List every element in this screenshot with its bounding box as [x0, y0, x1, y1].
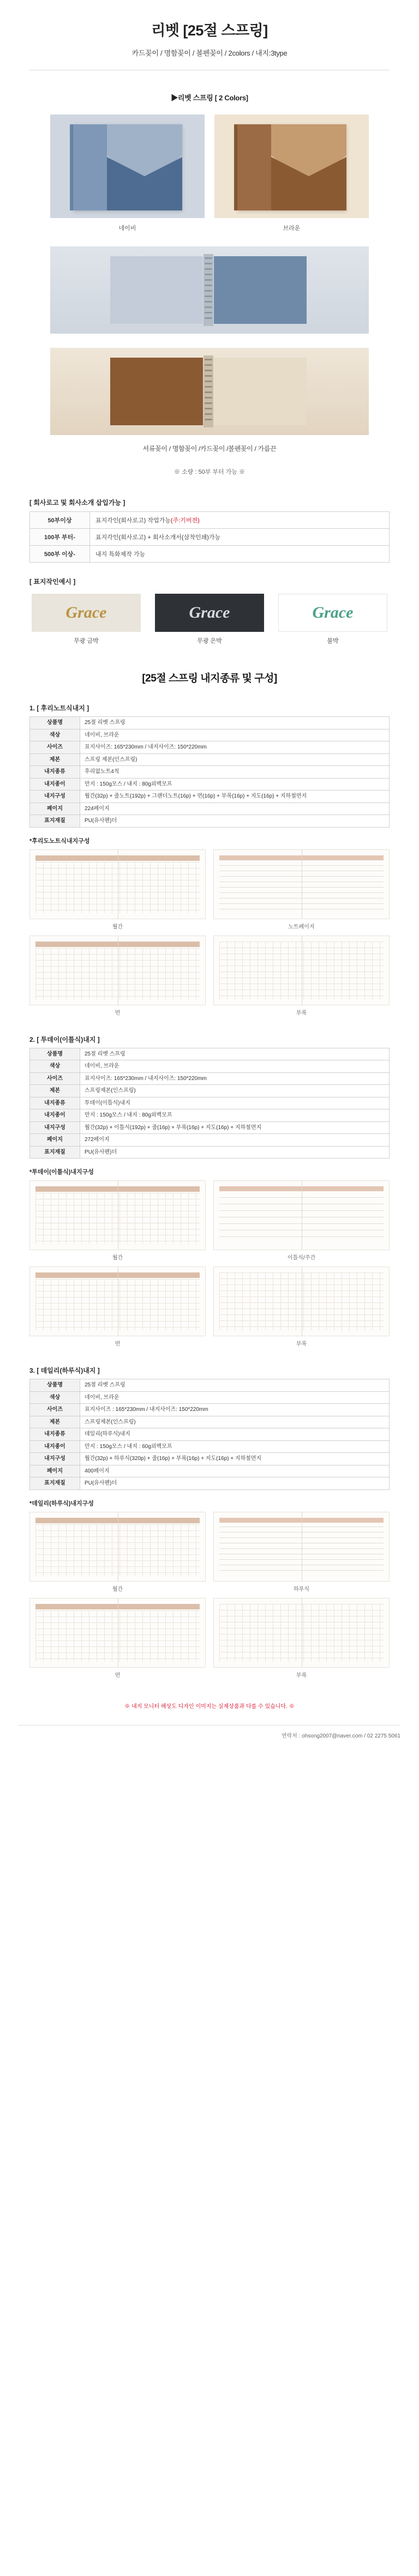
spread-photo-note — [213, 849, 390, 919]
spec-value: 25절 리벳 스프링 — [80, 717, 390, 729]
table-row — [30, 1391, 390, 1404]
spec-key: 페이지 — [30, 803, 80, 815]
spread-item — [213, 1266, 390, 1347]
table-row — [30, 1453, 390, 1465]
table-row — [30, 1134, 390, 1147]
spread-item — [213, 849, 390, 930]
table-row — [30, 1085, 390, 1097]
foil-sample-silver — [155, 594, 264, 645]
table-row — [30, 1109, 390, 1122]
spec-key: 내지종이 — [30, 778, 80, 791]
spec-value: PU(유사펜)더 — [80, 1146, 390, 1159]
spec-value: 224페이지 — [80, 803, 390, 815]
page-subtitle: 카드꽂이 / 명함꽂이 / 볼펜꽂이 / 2colors / 내지:3type — [131, 49, 288, 57]
spec-value: 후리없노트4칙 — [80, 766, 390, 779]
spec-value: 표지사이즈: 165*230mm / 내지사이즈: 150*220mm — [80, 1072, 390, 1085]
inner-section-title: [25절 스프링 내지종류 및 구성] — [142, 673, 277, 684]
spec-key: 표지재질 — [30, 1146, 80, 1159]
spec-1-heading: 1. [ 후리노트식내지 ] — [29, 704, 89, 712]
spec-value: 400페이지 — [80, 1465, 390, 1477]
table-row — [30, 1440, 390, 1453]
foil-silver-text: Grace — [155, 594, 264, 632]
spec-value: PU(유사펜)더 — [80, 815, 390, 828]
spread-caption: 부록 — [296, 1341, 307, 1347]
navy-cover-photo — [50, 114, 205, 218]
table-row — [30, 766, 390, 779]
foil-white-caption: 불박 — [327, 638, 339, 644]
table-row — [30, 741, 390, 754]
spec-3-sub-heading: *데일리(하루식)내지구성 — [29, 1500, 94, 1507]
spread-item — [29, 1598, 206, 1679]
spec-key: 내지구성 — [30, 1121, 80, 1134]
qty-cell: 100부 부터- — [30, 529, 90, 546]
table-row — [30, 1146, 390, 1159]
spread-caption: 월간 — [112, 924, 123, 930]
open-book-photo-brown — [50, 348, 369, 435]
spec-2-spread-gallery — [29, 1180, 390, 1347]
spec-key: 상품명 — [30, 717, 80, 729]
cover-section-label: ▶리벳 스프링 [ 2 Colors] — [171, 94, 248, 102]
spec-value: 월간(32p) + 하루식(320p) + 줄(16p) + 부록(16p) + 지도(16p) + 지하철먼지 — [80, 1453, 390, 1465]
spec-value: 만지 : 150g모스 / 내지 : 80g외백모프 — [80, 1109, 390, 1122]
qty-cell: 500부 이상- — [30, 546, 90, 563]
spec-key: 색상 — [30, 1391, 80, 1404]
desc-cell: 표지각인(회사로고) + 회사소개서(삼착인쇄)가능 — [90, 529, 390, 546]
table-row — [30, 512, 390, 529]
spread-photo-appendix — [213, 936, 390, 1005]
table-row — [30, 717, 390, 729]
foil-gold-text: Grace — [32, 594, 141, 632]
min-order-note: ※ 소량 : 50부 부터 가능 ※ — [173, 469, 245, 475]
navy-cover-caption: 네이비 — [118, 225, 136, 232]
table-row — [30, 1404, 390, 1416]
logo-section-heading: [ 회사로고 및 회사소개 삽입가능 ] — [29, 499, 125, 506]
spread-item — [29, 1266, 206, 1347]
desc-highlight: (주:기버젼) — [170, 517, 200, 524]
spec-key: 페이지 — [30, 1134, 80, 1147]
spec-value: 표지사이즈 : 165*230mm / 내지사이즈: 150*220mm — [80, 1404, 390, 1416]
spec-key: 사이즈 — [30, 1072, 80, 1085]
table-row — [30, 778, 390, 791]
table-row — [30, 1048, 390, 1060]
spread-caption: 노트페이지 — [288, 924, 315, 930]
spec-value: 스프링제본(인스프링) — [80, 1085, 390, 1097]
open-book-photo-navy — [50, 246, 369, 334]
spec-key: 색상 — [30, 729, 80, 741]
disclaimer-notice: ※ 내지 모니터 해상도 디자인 이미지는 실제상품과 다를 수 있습니다. ※ — [124, 1703, 295, 1710]
spec-value: 네이비, 브라운 — [80, 729, 390, 741]
spread-caption: 하루식 — [294, 1586, 309, 1592]
spread-photo-plan-3 — [29, 1598, 206, 1668]
spread-caption: 부록 — [296, 1010, 307, 1016]
spec-key: 내지종류 — [30, 1097, 80, 1109]
table-row — [30, 729, 390, 741]
spread-item — [29, 1512, 206, 1592]
brown-cover-caption: 브라운 — [283, 225, 301, 232]
table-row — [30, 1072, 390, 1085]
spec-key: 색상 — [30, 1060, 80, 1073]
table-row — [30, 1428, 390, 1441]
foil-silver-caption: 무광 은박 — [197, 638, 222, 644]
spec-2-sub-heading: *투데이(이틀식)내지구성 — [29, 1169, 94, 1175]
spec-key: 제본 — [30, 753, 80, 766]
spread-photo-plan — [29, 936, 206, 1005]
spread-photo-monthly-2 — [29, 1180, 206, 1250]
spec-value: 표지사이즈: 165*230mm / 내지사이즈: 150*220mm — [80, 741, 390, 754]
spring-binding-icon-2 — [203, 355, 213, 427]
spec-value: PU(유사펜)더 — [80, 1477, 390, 1490]
spread-item — [29, 849, 206, 930]
spec-2-heading: 2. [ 투데이(이틀식)내지 ] — [29, 1035, 100, 1043]
spec-value: 네이비, 브라운 — [80, 1060, 390, 1073]
spread-item — [213, 936, 390, 1016]
spec-value: 스프링 제본(인스프링) — [80, 753, 390, 766]
spread-caption: 먼 — [115, 1010, 121, 1016]
spec-value: 스프링제본(인스프링) — [80, 1416, 390, 1428]
foil-sample-white — [278, 594, 387, 645]
table-row — [30, 1121, 390, 1134]
spec-value: 만지 : 150g모스 / 내지 : 60g외백모프 — [80, 1440, 390, 1453]
spec-key: 제본 — [30, 1416, 80, 1428]
spec-1-table — [29, 716, 390, 828]
logo-option-table — [29, 511, 390, 563]
spread-item — [213, 1180, 390, 1261]
table-row — [30, 1465, 390, 1477]
spec-key: 내지종이 — [30, 1109, 80, 1122]
spec-2-table — [29, 1048, 390, 1159]
spread-caption: 월간 — [112, 1586, 123, 1592]
desc-cell: 내지 특화제작 가능 — [90, 546, 390, 563]
table-row — [30, 529, 390, 546]
spec-1-spread-gallery — [29, 849, 390, 1016]
spec-value: 25절 리벳 스프링 — [80, 1048, 390, 1060]
spec-value: 월간(32p) + 줄노트(192p) + 그랜더노트(16p) + 먼(16p) + 부록(16p) + 지도(16p) + 지하철먼지 — [80, 791, 390, 803]
spec-value: 투데이(이틀식)내지 — [80, 1097, 390, 1109]
qty-cell: 50부이상 — [30, 512, 90, 529]
spread-item — [213, 1512, 390, 1592]
foil-gold-caption: 무광 금박 — [74, 638, 99, 644]
spread-caption: 부록 — [296, 1672, 307, 1679]
spec-1-sub-heading: *후리도노트식내지구성 — [29, 837, 90, 844]
table-row — [30, 546, 390, 563]
spec-value: 272페이지 — [80, 1134, 390, 1147]
cover-item-navy — [50, 114, 205, 232]
spread-photo-monthly — [29, 849, 206, 919]
table-row — [30, 753, 390, 766]
foil-section-heading: [ 표지작인예시 ] — [29, 578, 76, 586]
spread-item — [29, 936, 206, 1016]
spec-key: 내지구성 — [30, 1453, 80, 1465]
spread-photo-plan-2 — [29, 1266, 206, 1336]
spec-key: 내지종이 — [30, 1440, 80, 1453]
spec-value: 25절 리벳 스프링 — [80, 1379, 390, 1392]
spec-value: 데일리(하루식)내지 — [80, 1428, 390, 1441]
spread-photo-weekly-2 — [213, 1180, 390, 1250]
brown-cover-photo — [214, 114, 369, 218]
spec-key: 상품명 — [30, 1379, 80, 1392]
spec-key: 사이즈 — [30, 1404, 80, 1416]
spec-3-table — [29, 1379, 390, 1490]
table-row — [30, 1060, 390, 1073]
spread-photo-daily-3 — [213, 1512, 390, 1582]
spread-caption: 월간 — [112, 1255, 123, 1261]
page-title: 리벳 [25절 스프링] — [151, 22, 268, 39]
spec-key: 내지종류 — [30, 766, 80, 779]
spec-key: 제본 — [30, 1085, 80, 1097]
table-row — [30, 815, 390, 828]
spring-binding-icon — [203, 254, 213, 326]
spread-caption: 먼 — [115, 1672, 121, 1679]
spec-key: 표지재질 — [30, 1477, 80, 1490]
cover-item-brown — [214, 114, 369, 232]
spread-item — [213, 1598, 390, 1679]
table-row — [30, 1379, 390, 1392]
spec-value: 네이비, 브라운 — [80, 1391, 390, 1404]
spec-key: 상품명 — [30, 1048, 80, 1060]
footer-contact: 연락처 : ohsong2007@naver.com / 02 2275 5061 — [19, 1725, 400, 1739]
spread-photo-monthly-3 — [29, 1512, 206, 1582]
table-row — [30, 1097, 390, 1109]
spec-key: 내지구성 — [30, 791, 80, 803]
foil-sample-gallery — [0, 594, 419, 645]
foil-white-text: Grace — [278, 594, 387, 632]
table-row — [30, 1416, 390, 1428]
spread-photo-appendix-3 — [213, 1598, 390, 1668]
spec-key: 내지종류 — [30, 1428, 80, 1441]
desc-cell — [90, 512, 390, 529]
page-header — [0, 0, 419, 58]
feature-caption: 서류꽂이 / 명함꽂이 /카드꽂이 /볼펜꽂이 / 가름끈 — [142, 445, 277, 453]
spread-item — [29, 1180, 206, 1261]
table-row — [30, 803, 390, 815]
spec-key: 사이즈 — [30, 741, 80, 754]
foil-sample-gold — [32, 594, 141, 645]
cover-gallery — [0, 114, 419, 232]
table-row — [30, 1477, 390, 1490]
spec-3-heading: 3. [ 데일리(하루식)내지 ] — [29, 1367, 100, 1374]
spread-photo-appendix-2 — [213, 1266, 390, 1336]
spread-caption: 이틀식/주간 — [287, 1255, 316, 1261]
spec-key: 표지재질 — [30, 815, 80, 828]
spec-value: 만지 : 150g모스 / 내지 : 80g외백모프 — [80, 778, 390, 791]
spec-value: 월간(32p) + 이틀식(192p) + 줄(16p) + 부록(16p) + 지도(16p) + 지하철먼지 — [80, 1121, 390, 1134]
spec-key: 페이지 — [30, 1465, 80, 1477]
spread-caption: 먼 — [115, 1341, 121, 1347]
table-row — [30, 791, 390, 803]
spec-3-spread-gallery — [29, 1512, 390, 1679]
desc-text: 표지각인(회사로고) 작업가능 — [95, 517, 171, 524]
